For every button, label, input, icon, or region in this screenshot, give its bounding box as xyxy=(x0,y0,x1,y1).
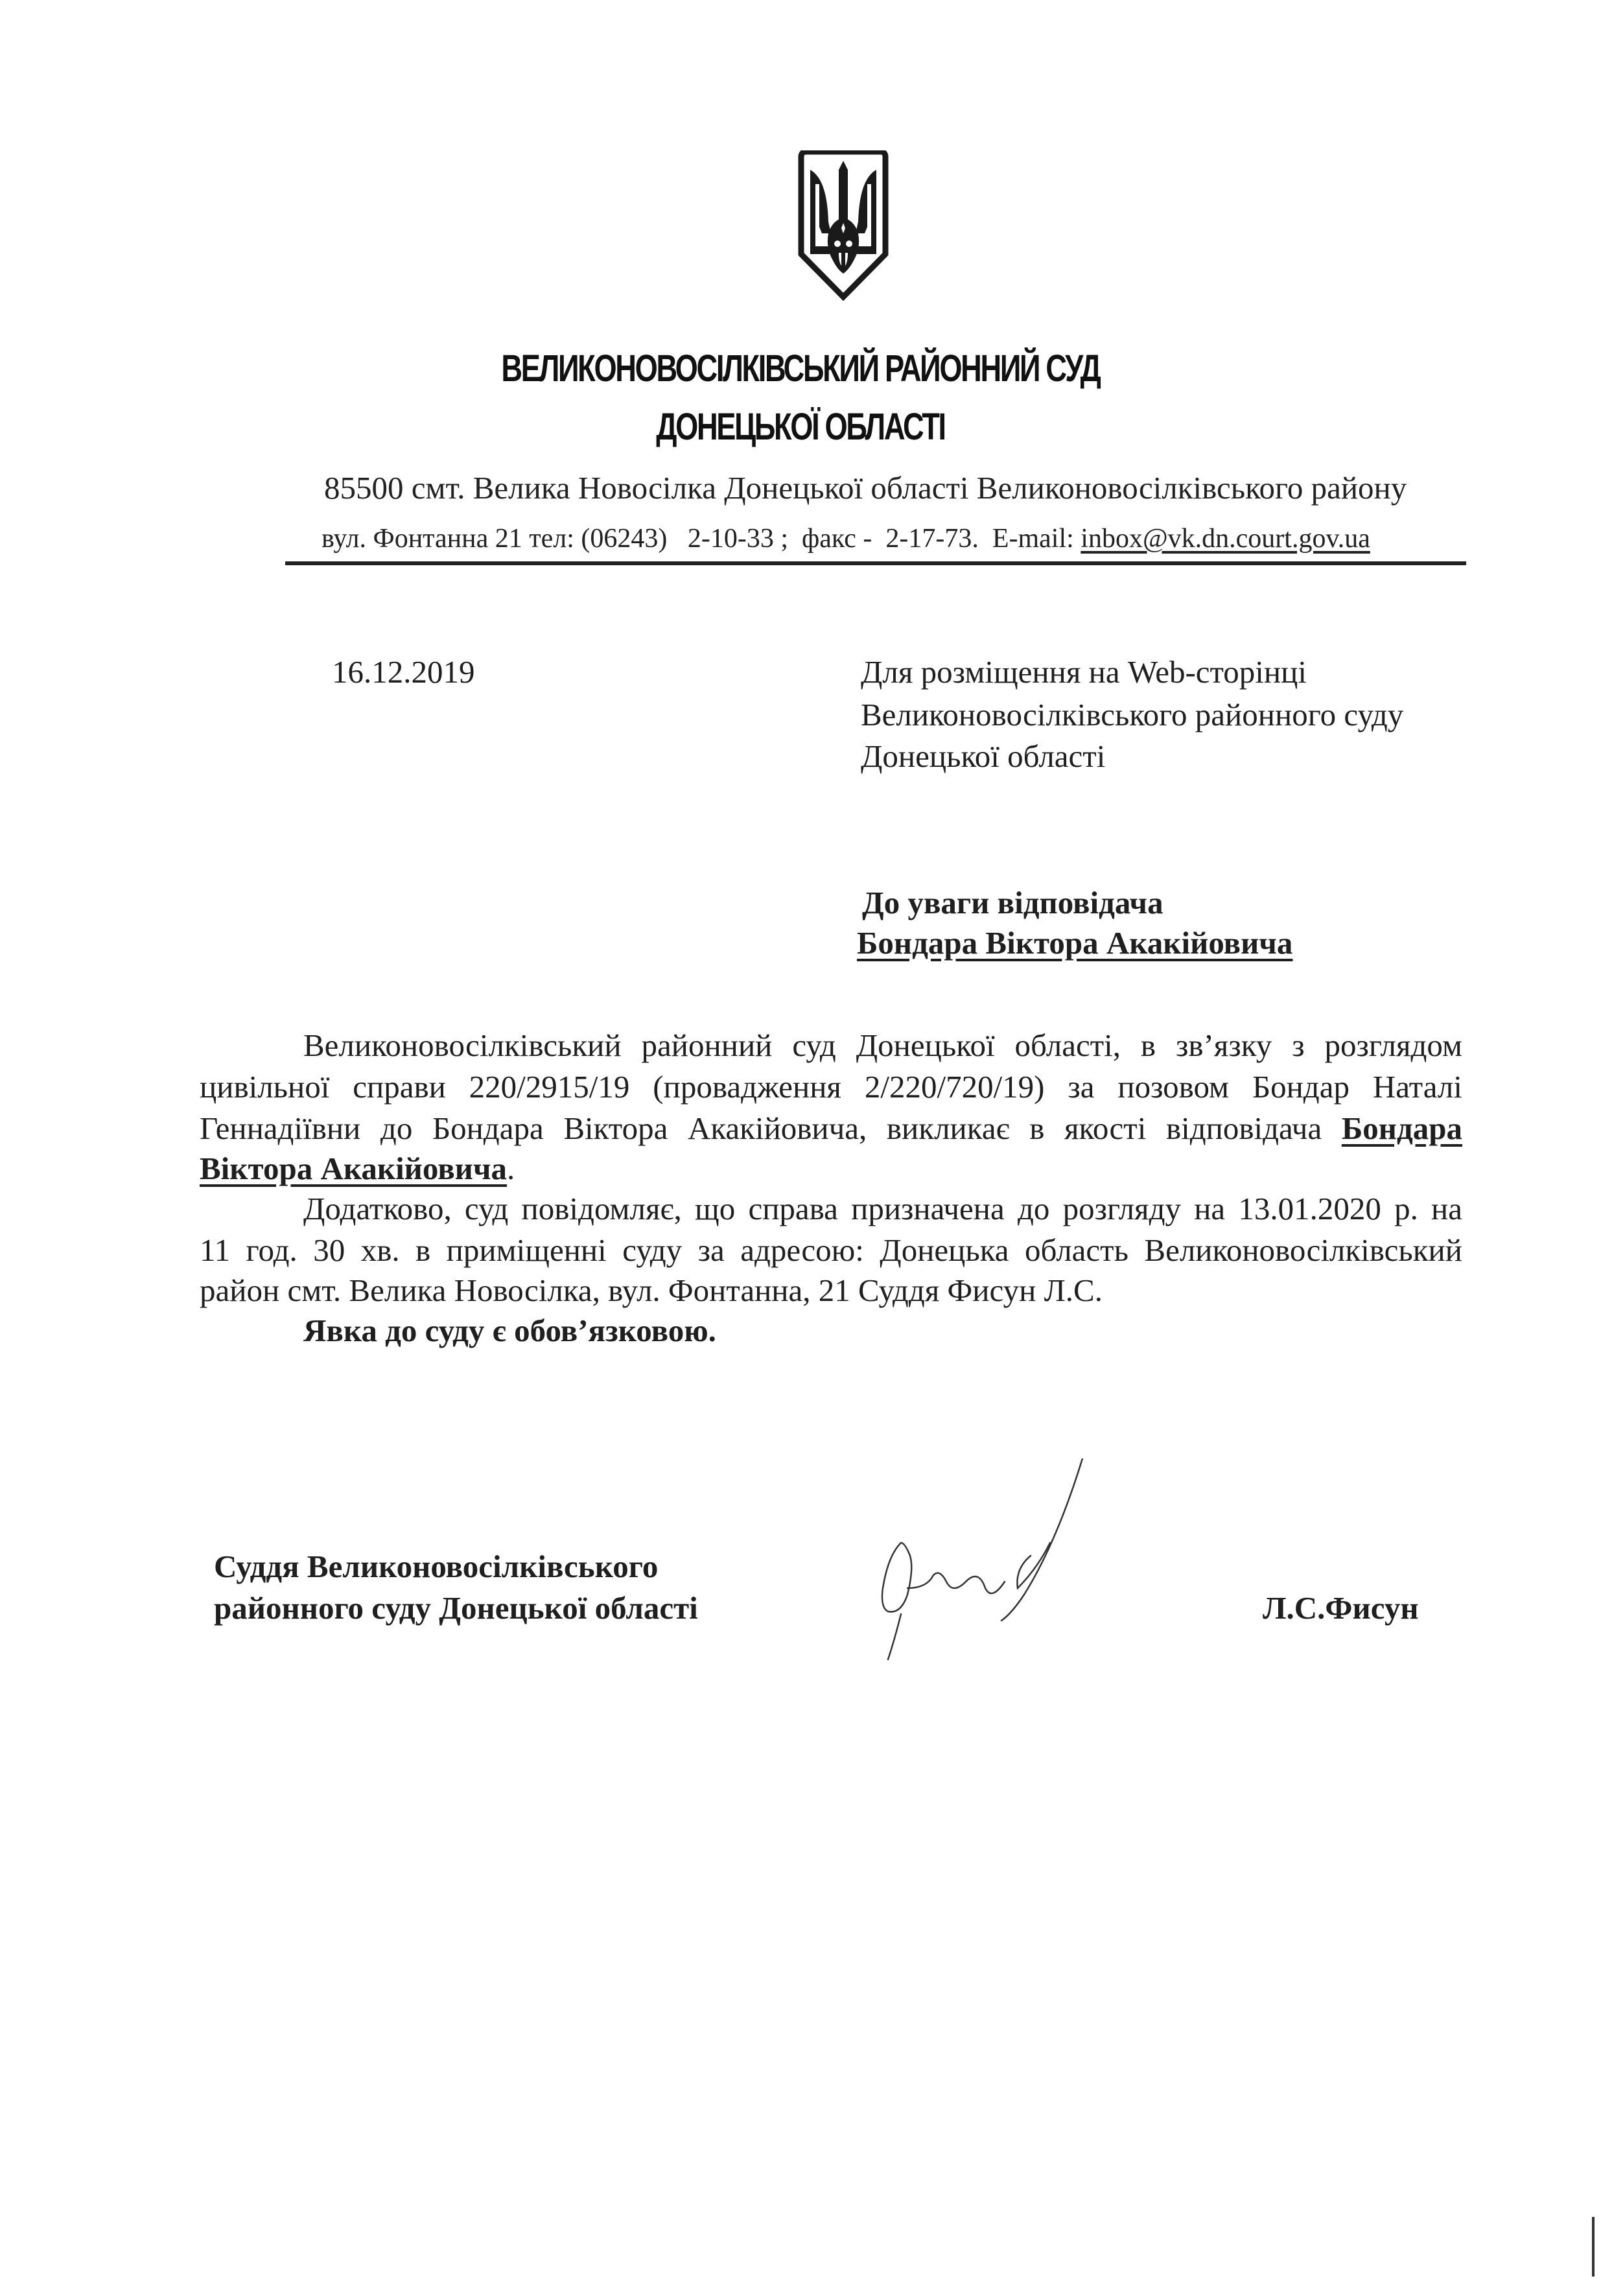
body-line xyxy=(200,1112,1462,1144)
handwritten-signature-icon xyxy=(862,1458,1108,1666)
email-link[interactable]: inbox@vk.dn.court.gov.ua xyxy=(1081,524,1370,554)
defendant-name-inline: Віктора Акакійовича xyxy=(200,1151,508,1186)
court-postal-address: 85500 смт. Велика Новосілка Донецької області Великоновосілківського району xyxy=(324,470,1407,506)
placement-note-line: Для розміщення на Web-сторінці xyxy=(861,654,1307,690)
trident-emblem-icon xyxy=(796,150,891,301)
signer-name: Л.С.Фисун xyxy=(1263,1590,1419,1626)
defendant-name-inline: Бондара xyxy=(1341,1110,1462,1146)
placement-note-line: Донецької області xyxy=(861,738,1106,774)
body-line: цивільної справи 220/2915/19 (провадження 2/220/720/19) за позовом Бондар Наталі xyxy=(200,1069,1462,1105)
letter-date: 16.12.2019 xyxy=(332,654,475,690)
defendant-name: Бондара Віктора Акакійовича xyxy=(857,925,1293,961)
scan-edge-mark xyxy=(1592,2217,1595,2277)
body-line: район смт. Велика Новосілка, вул. Фонтанна, 21 Суддя Фисун Л.С. xyxy=(200,1272,1103,1308)
mandatory-attendance-notice: Явка до суду є обов’язковою. xyxy=(303,1313,716,1348)
signer-position-line: районного суду Донецької області xyxy=(214,1590,698,1626)
court-region-title: ДОНЕЦЬКОЇ ОБЛАСТІ xyxy=(656,406,945,448)
body-line: Великоновосілківський районний суд Донецької області, в зв’язку з розглядом xyxy=(303,1027,1462,1063)
court-name-title: ВЕЛИКОНОВОСІЛКІВСЬКИЙ РАЙОННИЙ СУД xyxy=(501,347,1100,390)
body-line: 11 год. 30 хв. в приміщенні суду за адресою: Донецька область Великоновосілківський xyxy=(200,1232,1462,1268)
signer-position-line: Суддя Великоновосілківського xyxy=(214,1549,659,1584)
court-contact-line xyxy=(321,525,1370,552)
header-divider xyxy=(285,561,1466,565)
placement-note-line: Великоновосілківського районного суду xyxy=(861,697,1404,732)
body-text: . xyxy=(507,1151,515,1186)
body-line xyxy=(200,1153,1462,1184)
attention-heading: До уваги відповідача xyxy=(862,885,1163,920)
body-text: Геннадіївни до Бондара Віктора Акакійовича, викликає в якості відповідача xyxy=(200,1110,1342,1146)
contact-phone-fax: вул. Фонтанна 21 тел: (06243) 2-10-33 ; факс - 2-17-73. E-mail: xyxy=(321,524,1081,554)
body-line: Додатково, суд повідомляє, що справа призначена до розгляду на 13.01.2020 р. на xyxy=(303,1191,1462,1226)
